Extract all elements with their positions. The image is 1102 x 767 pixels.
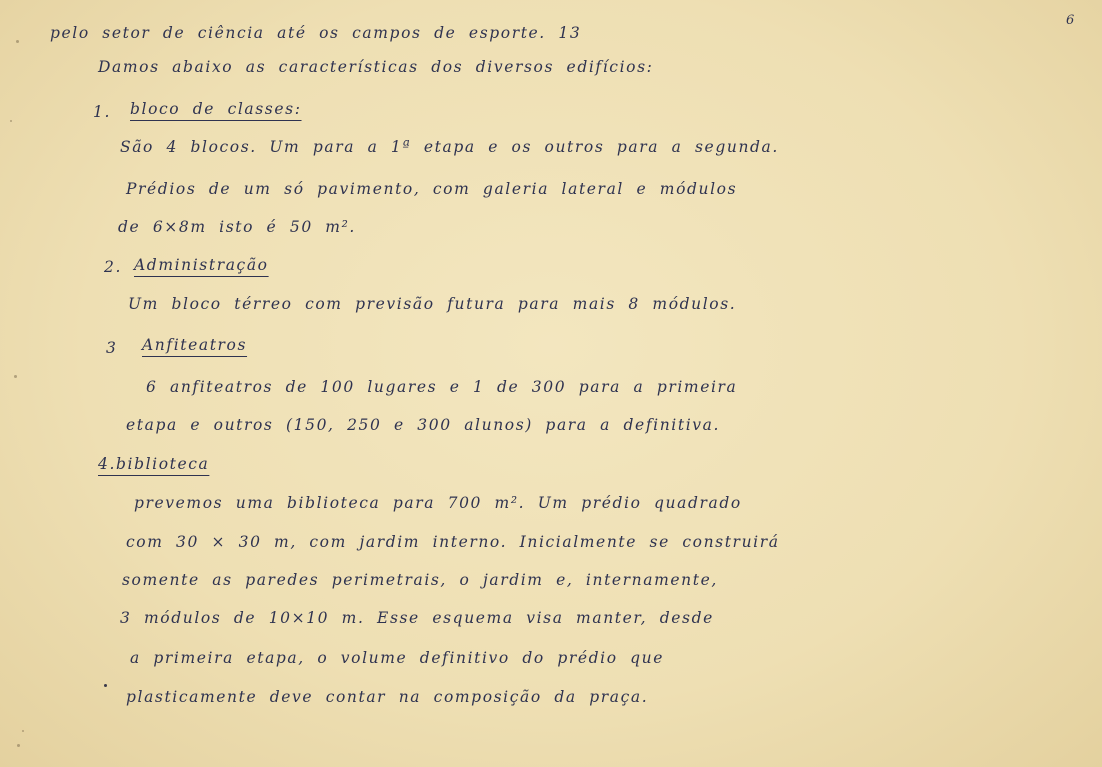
- text-line-18: plasticamente deve contar na composição da praça.: [126, 688, 649, 706]
- item-1-number: 1.: [93, 103, 111, 121]
- text-line-17: a primeira etapa, o volume definitivo do prédio que: [130, 649, 665, 667]
- text-line-6: de 6×8m isto é 50 m².: [118, 218, 356, 236]
- paper-speck: [17, 744, 20, 747]
- page-number: 6: [1066, 13, 1075, 28]
- item-3-number: 3: [106, 339, 118, 357]
- text-line-8: Um bloco térreo com previsão futura para mais 8 módulos.: [128, 295, 737, 313]
- text-line-2: Damos abaixo as características dos diversos edifícios:: [98, 58, 654, 76]
- item-2-number: 2.: [104, 258, 122, 276]
- text-line-1: pelo setor de ciência até os campos de esporte. 13: [50, 24, 582, 42]
- text-line-5: Prédios de um só pavimento, com galeria lateral e módulos: [126, 180, 738, 198]
- text-line-4: São 4 blocos. Um para a 1ª etapa e os outros para a segunda.: [120, 138, 779, 156]
- item-2-heading: Administração: [134, 256, 269, 274]
- text-line-14: com 30 × 30 m, com jardim interno. Inicialmente se construirá: [126, 533, 780, 551]
- text-line-13: prevemos uma biblioteca para 700 m². Um prédio quadrado: [134, 494, 742, 512]
- paper-speck: [22, 730, 24, 732]
- text-line-10: 6 anfiteatros de 100 lugares e 1 de 300 para a primeira: [146, 378, 738, 396]
- stray-dot: [104, 684, 107, 687]
- item-1-heading: bloco de classes:: [130, 100, 302, 118]
- text-line-15: somente as paredes perimetrais, o jardim e, internamente,: [122, 571, 718, 589]
- text-line-11: etapa e outros (150, 250 e 300 alunos) para a definitiva.: [126, 416, 720, 434]
- paper-speck: [10, 120, 12, 122]
- item-4-heading: 4.biblioteca: [98, 455, 210, 473]
- item-3-heading: Anfiteatros: [142, 336, 248, 354]
- text-line-16: 3 módulos de 10×10 m. Esse esquema visa manter, desde: [120, 609, 714, 627]
- paper-speck: [16, 40, 19, 43]
- paper-speck: [14, 375, 17, 378]
